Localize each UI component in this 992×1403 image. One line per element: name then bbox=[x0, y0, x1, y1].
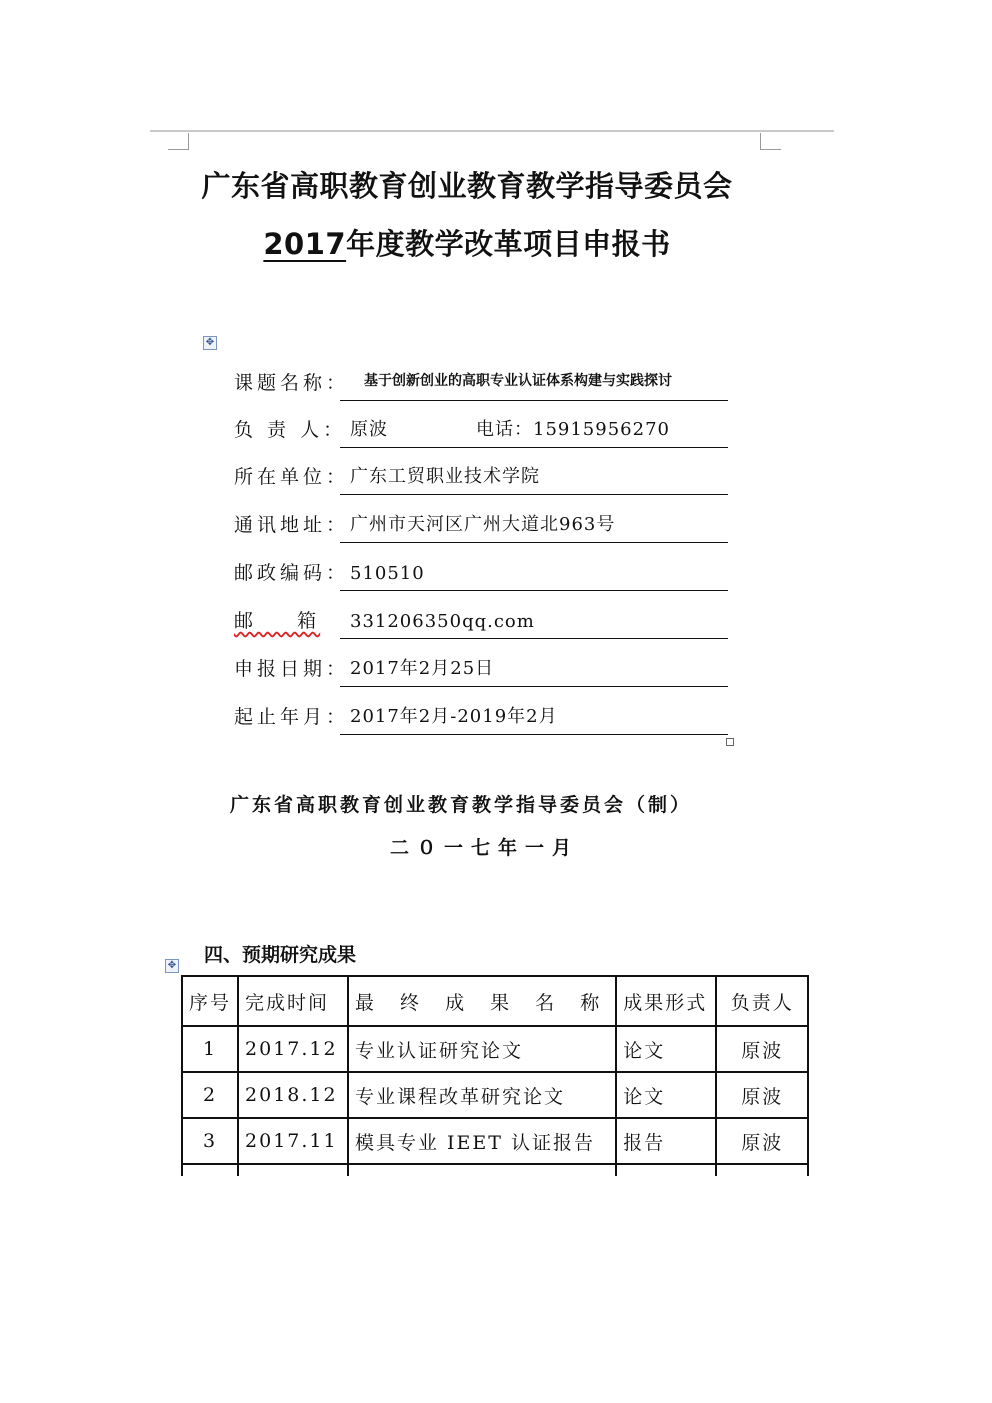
form-label: 负 责 人： bbox=[234, 419, 347, 441]
table-cell[interactable]: 原波 bbox=[716, 1118, 808, 1164]
table-cell[interactable]: 原波 bbox=[716, 1026, 808, 1072]
resize-square-icon[interactable] bbox=[726, 738, 734, 746]
document-subtitle bbox=[0, 222, 934, 263]
move-cross-icon[interactable]: ✥ bbox=[165, 959, 179, 973]
form-row-address bbox=[234, 503, 728, 543]
form-label: 邮政编码： bbox=[234, 562, 350, 584]
form-field[interactable] bbox=[340, 646, 728, 687]
form-value: 原波 bbox=[350, 419, 388, 440]
section-heading: 四、预期研究成果 bbox=[204, 944, 357, 966]
form-row-email bbox=[234, 599, 728, 639]
margin-corner-right-icon bbox=[760, 133, 781, 150]
form-row-apply-date bbox=[234, 647, 728, 687]
table-cell[interactable]: 1 bbox=[182, 1026, 238, 1072]
document-title: 广东省高职教育创业教育教学指导委员会 bbox=[201, 169, 733, 203]
form-value: 510510 bbox=[350, 563, 425, 584]
form-value: 331206350qq.com bbox=[350, 611, 535, 632]
table-cell[interactable]: 模具专业 IEET 认证报告 bbox=[348, 1118, 616, 1164]
form-value: 广东工贸职业技术学院 bbox=[350, 466, 540, 487]
form-row-period bbox=[234, 695, 728, 735]
form-label: 课题名称： bbox=[234, 372, 350, 394]
table-cell[interactable]: 2018.12 bbox=[238, 1072, 348, 1118]
table-row bbox=[182, 1026, 808, 1072]
title-year: 2017 bbox=[263, 227, 347, 261]
form-row-postcode bbox=[234, 551, 728, 591]
form-label: 所在单位： bbox=[234, 466, 350, 488]
form-field[interactable] bbox=[340, 598, 728, 639]
column-header: 最 终 成 果 名 称 bbox=[348, 976, 616, 1026]
page-blank-area bbox=[0, 1176, 992, 1403]
table-cell[interactable]: 专业课程改革研究论文 bbox=[348, 1072, 616, 1118]
column-header: 完成时间 bbox=[238, 976, 348, 1026]
column-header: 负责人 bbox=[716, 976, 808, 1026]
form-value: 2017年2月25日 bbox=[350, 658, 495, 679]
table-header-row bbox=[182, 976, 808, 1026]
form-value: 2017年2月-2019年2月 bbox=[350, 706, 558, 727]
table-cell[interactable]: 原波 bbox=[716, 1072, 808, 1118]
form-field[interactable] bbox=[340, 550, 728, 591]
form-field[interactable] bbox=[340, 694, 728, 735]
table-cell[interactable]: 2017.12 bbox=[238, 1026, 348, 1072]
form-row-topic bbox=[234, 361, 728, 401]
table-cell[interactable]: 报告 bbox=[616, 1118, 716, 1164]
page-top-border bbox=[150, 130, 834, 132]
form-field[interactable] bbox=[340, 454, 728, 495]
table-cell[interactable]: 2 bbox=[182, 1072, 238, 1118]
column-header: 成果形式 bbox=[616, 976, 716, 1026]
table-cell[interactable]: 论文 bbox=[616, 1026, 716, 1072]
table-row bbox=[182, 1118, 808, 1164]
form-label: 申报日期： bbox=[234, 658, 350, 680]
form-field[interactable] bbox=[340, 502, 728, 543]
margin-corner-left-icon bbox=[168, 133, 189, 150]
form-row-owner bbox=[234, 408, 728, 448]
table-cell[interactable]: 专业认证研究论文 bbox=[348, 1026, 616, 1072]
table-cell[interactable]: 论文 bbox=[616, 1072, 716, 1118]
title-rest: 年度教学改革项目申报书 bbox=[346, 227, 671, 261]
table-row bbox=[182, 1072, 808, 1118]
results-table bbox=[181, 975, 809, 1179]
issuing-organization: 广东省高职教育创业教育教学指导委员会（制） bbox=[229, 794, 692, 816]
form-field[interactable] bbox=[340, 407, 728, 448]
form-label: 起止年月： bbox=[234, 706, 350, 728]
phone-value: 电话：15915956270 bbox=[476, 419, 670, 440]
form-label: 邮 箱 bbox=[234, 610, 321, 632]
table-cell[interactable]: 2017.11 bbox=[238, 1118, 348, 1164]
form-label: 通讯地址： bbox=[234, 514, 350, 536]
issue-date: 二０一七年一月 bbox=[390, 837, 580, 859]
form-row-unit bbox=[234, 455, 728, 495]
table-cell[interactable]: 3 bbox=[182, 1118, 238, 1164]
form-value: 广州市天河区广州大道北963号 bbox=[350, 514, 616, 535]
form-field[interactable] bbox=[340, 360, 728, 401]
form-value: 基于创新创业的高职专业认证体系构建与实践探讨 bbox=[364, 373, 672, 389]
move-cross-icon[interactable]: ✥ bbox=[203, 336, 217, 350]
column-header: 序号 bbox=[182, 976, 238, 1026]
